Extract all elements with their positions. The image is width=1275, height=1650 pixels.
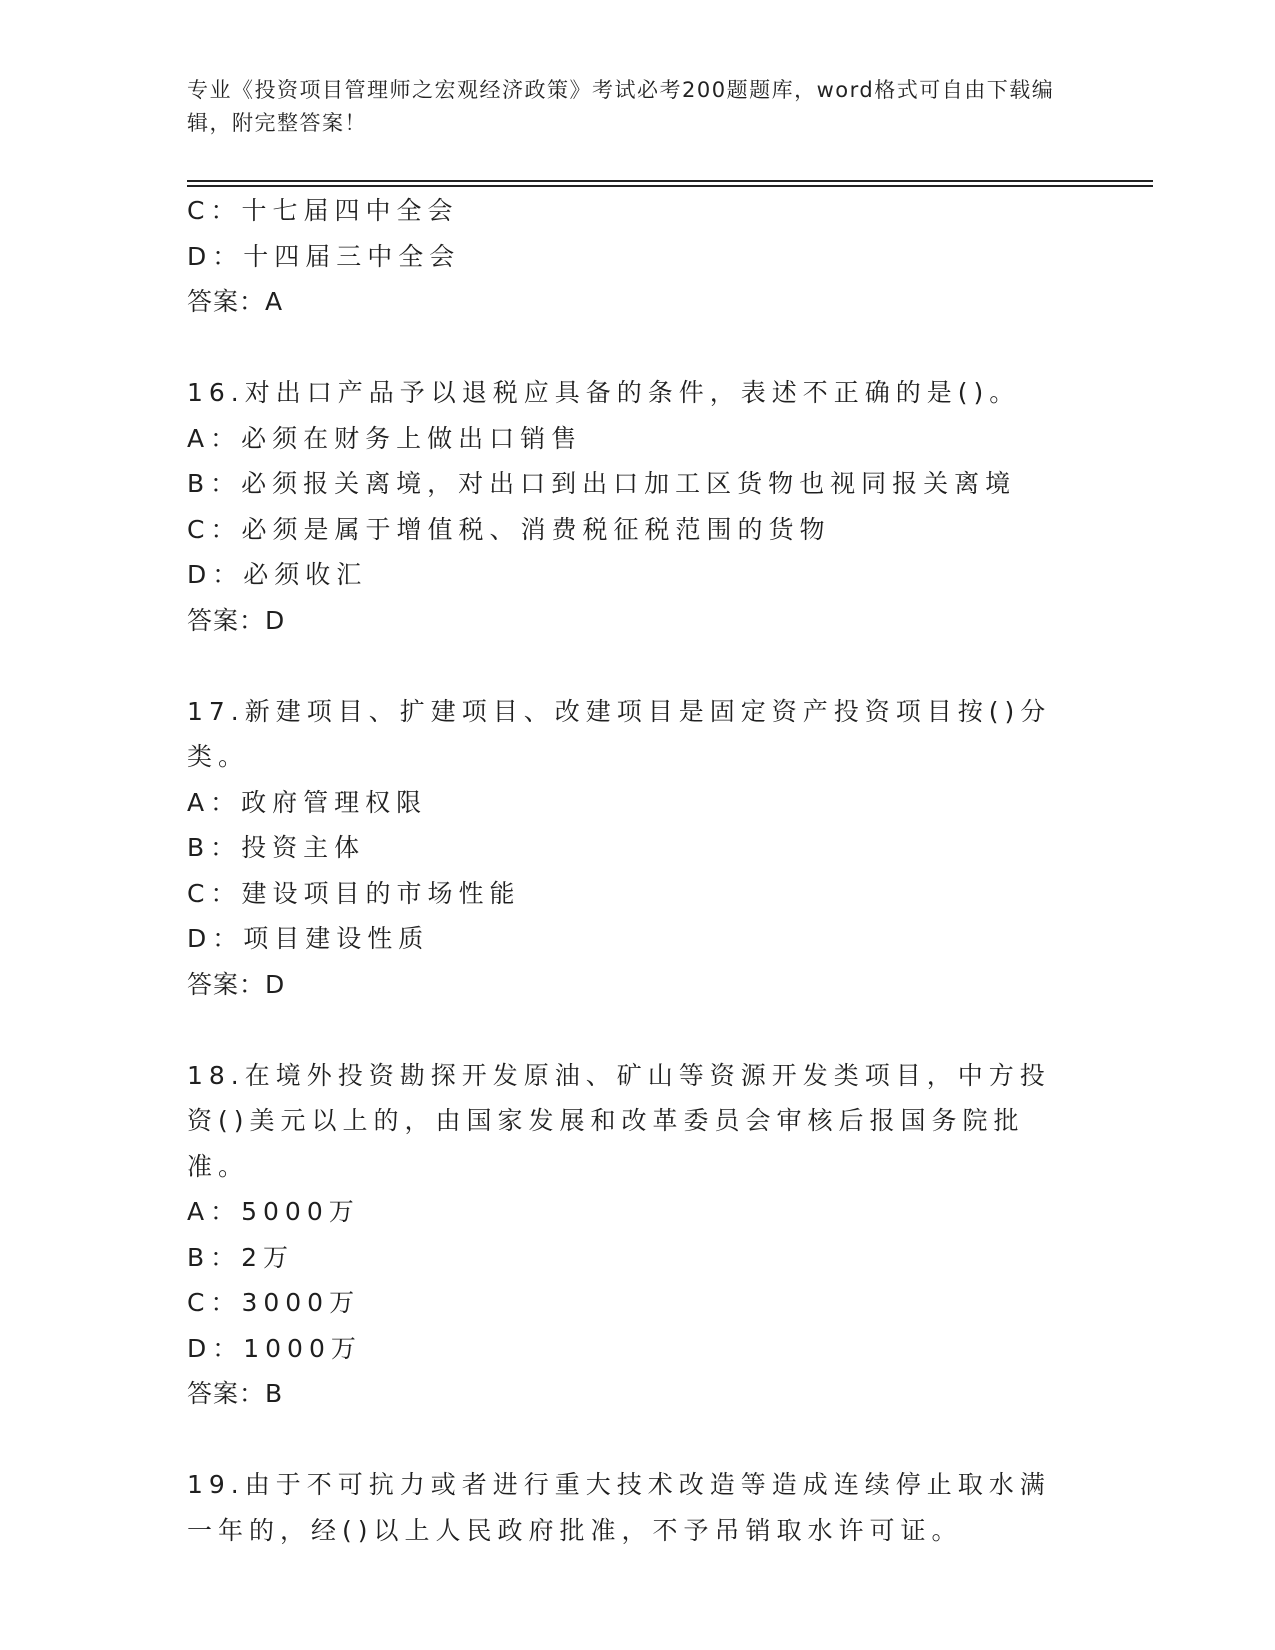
question-17-text: 17.新建项目、扩建项目、改建项目是固定资产投资项目按()分类。	[187, 696, 1052, 771]
question-18-text: 18.在境外投资勘探开发原油、矿山等资源开发类项目，中方投资()美元以上的，由国家发展和改革委员会审核后报国务院批准。	[187, 1060, 1051, 1181]
question-19-text: 19.由于不可抗力或者进行重大技术改造等造成连续停止取水满一年的，经()以上人民政府批准，不予吊销取水许可证。	[187, 1470, 1051, 1545]
question-16-text: 16.对出口产品予以退税应具备的条件，表述不正确的是()。	[187, 378, 1021, 407]
option-b: B：2万	[187, 1242, 295, 1272]
header-divider-bottom	[187, 185, 1153, 187]
option-d: D：十四届三中全会	[187, 241, 461, 271]
option-b: B：投资主体	[187, 833, 366, 862]
answer: 答案：B	[187, 1379, 284, 1408]
option-c: C：十七届四中全会	[187, 196, 459, 225]
option-d: D：1000万	[187, 1333, 362, 1363]
option-a: A：必须在财务上做出口销售	[187, 423, 583, 453]
option-c: C：建设项目的市场性能	[187, 878, 521, 908]
header-divider-top	[187, 180, 1153, 182]
answer: 答案：D	[187, 969, 286, 999]
option-a: A：5000万	[187, 1197, 360, 1226]
option-a: A：政府管理权限	[187, 787, 428, 817]
page-header: 专业《投资项目管理师之宏观经济政策》考试必考200题题库，word格式可自由下载编辑，附完整答案！	[187, 78, 1055, 135]
option-c: C：必须是属于增值税、消费税征税范围的货物	[187, 514, 831, 544]
answer: 答案：A	[187, 287, 284, 316]
option-d: D：项目建设性质	[187, 924, 430, 953]
answer: 答案：D	[187, 605, 286, 635]
document-body	[187, 188, 1087, 1553]
option-d: D：必须收汇	[187, 560, 368, 589]
option-b: B：必须报关离境，对出口到出口加工区货物也视同报关离境	[187, 469, 1017, 498]
option-c: C：3000万	[187, 1288, 361, 1317]
